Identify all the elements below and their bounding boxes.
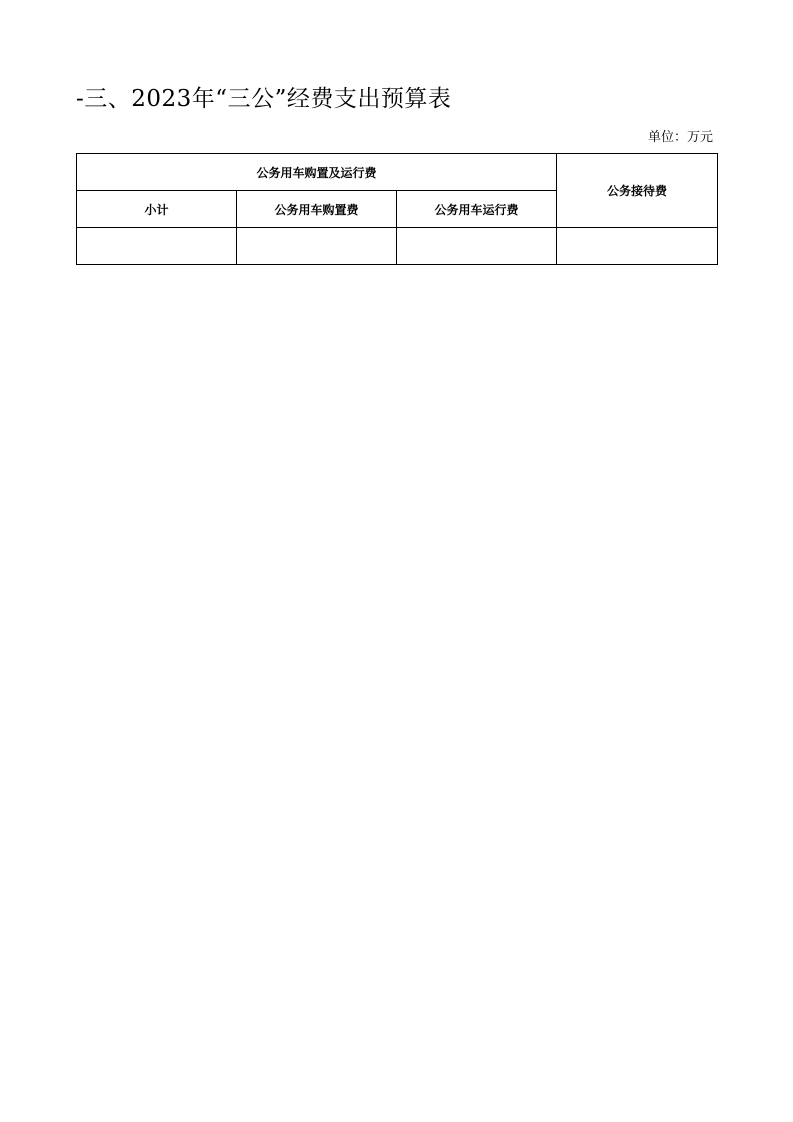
table-row [77,228,718,265]
reception-header: 公务接待费 [557,154,718,228]
unit-label: 单位：万元 [647,130,713,145]
subtotal-cell [77,228,237,265]
vehicle-purchase-cell [237,228,397,265]
header-row-1 [77,154,718,191]
page-title: -三、2023年“三公”经费支出预算表 [76,86,452,112]
vehicle-operation-cell [397,228,557,265]
subtotal-header: 小计 [77,191,237,228]
vehicle-group-header: 公务用车购置及运行费 [77,154,557,191]
vehicle-operation-header: 公务用车运行费 [397,191,557,228]
vehicle-purchase-header: 公务用车购置费 [237,191,397,228]
budget-table [76,153,718,265]
reception-cell [557,228,718,265]
